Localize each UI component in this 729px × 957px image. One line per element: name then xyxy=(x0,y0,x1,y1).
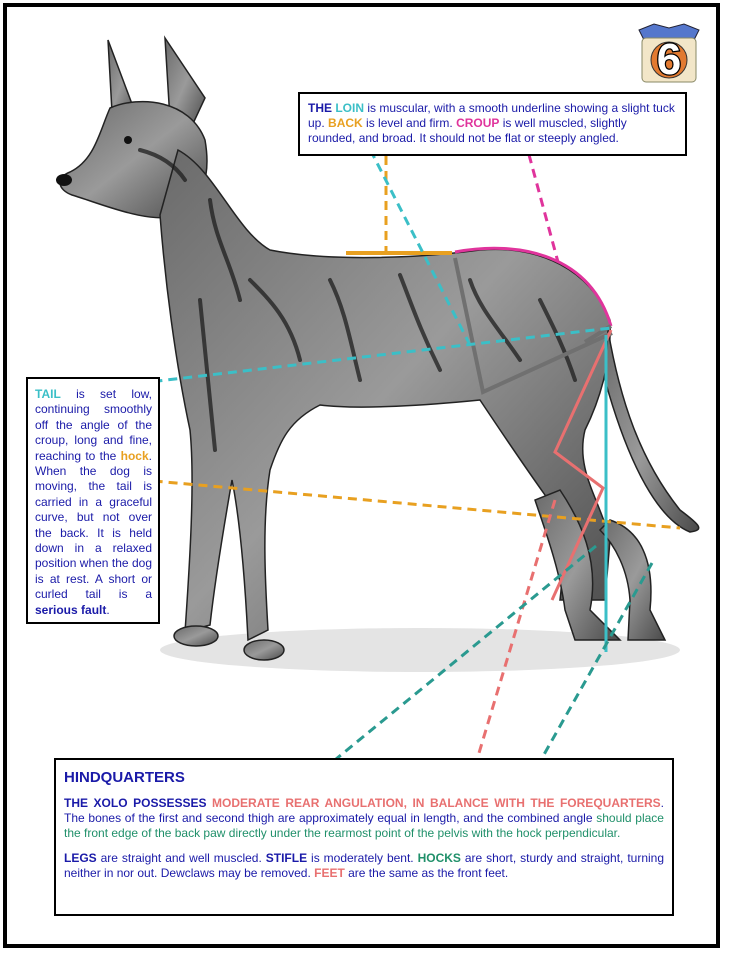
loin-prefix: THE xyxy=(308,101,332,115)
dog-front-paw-left xyxy=(174,626,218,646)
tail-term: TAIL xyxy=(35,387,61,401)
back-text: is level and firm. xyxy=(362,116,453,130)
tail-box xyxy=(26,377,160,624)
club-logo xyxy=(634,16,704,86)
paw-placement-text: should place the front edge of the back paw directly under the rearmost point of the pelvis with the hock perpendicular. xyxy=(64,811,664,840)
angulation-paragraph xyxy=(64,796,664,841)
croup-pointer-line xyxy=(525,140,558,262)
dog-eye xyxy=(124,136,132,144)
croup-text: is well muscled, slightly rounded, and broad. It should not be flat or steeply angled. xyxy=(308,116,627,145)
dog-rear-leg-right xyxy=(600,520,665,640)
hindquarters-box xyxy=(54,758,674,916)
croup-term: CROUP xyxy=(456,116,500,130)
loin-back-croup-box xyxy=(298,92,687,156)
tail-text-after: . When the dog is moving, the tail is carried in a graceful curve, but not over the back. It is held down in a relaxed position when the dog is at rest. A short or curled tail is a xyxy=(35,448,152,602)
feet-text: are the same as the front feet. xyxy=(344,866,509,880)
hindquarters-title: HINDQUARTERS xyxy=(64,769,185,786)
loin-term: LOIN xyxy=(335,101,365,115)
feet-term: FEET xyxy=(314,866,345,880)
hocks-text: are short, sturdy and straight, turning neither in nor out. Dewclaws may be removed. xyxy=(64,851,665,880)
legs-paragraph xyxy=(64,851,664,881)
xolo-possesses: THE XOLO POSSESSES xyxy=(64,796,207,810)
legs-text: are straight and well muscled. xyxy=(96,851,262,865)
moderate-rear-angulation: MODERATE REAR ANGULATION, IN BALANCE WITH THE FOREQUARTERS xyxy=(206,796,661,810)
dog-nose xyxy=(56,174,72,186)
logo-number: 6 xyxy=(656,35,682,84)
hocks-term: HOCKS xyxy=(417,851,461,865)
serious-fault-term: serious fault xyxy=(35,602,107,617)
dog-tail xyxy=(605,330,699,532)
tail-text-end: . xyxy=(106,602,110,617)
legs-term: LEGS xyxy=(64,851,97,865)
stifle-term: STIFLE xyxy=(265,851,308,865)
hock-term: hock xyxy=(120,448,149,463)
bones-text: . The bones of the first and second thigh are approximately equal in length, and the combined angle xyxy=(64,796,664,825)
dog-front-paw-right xyxy=(244,640,284,660)
back-term: BACK xyxy=(328,116,363,130)
loin-text: is muscular, with a smooth underline showing a slight tuck up. xyxy=(308,101,675,130)
tail-text-before: is set low, continuing smoothly off the angle of the croup, long and fine, reaching to the xyxy=(35,387,152,463)
stifle-text: is moderately bent. xyxy=(307,851,414,865)
